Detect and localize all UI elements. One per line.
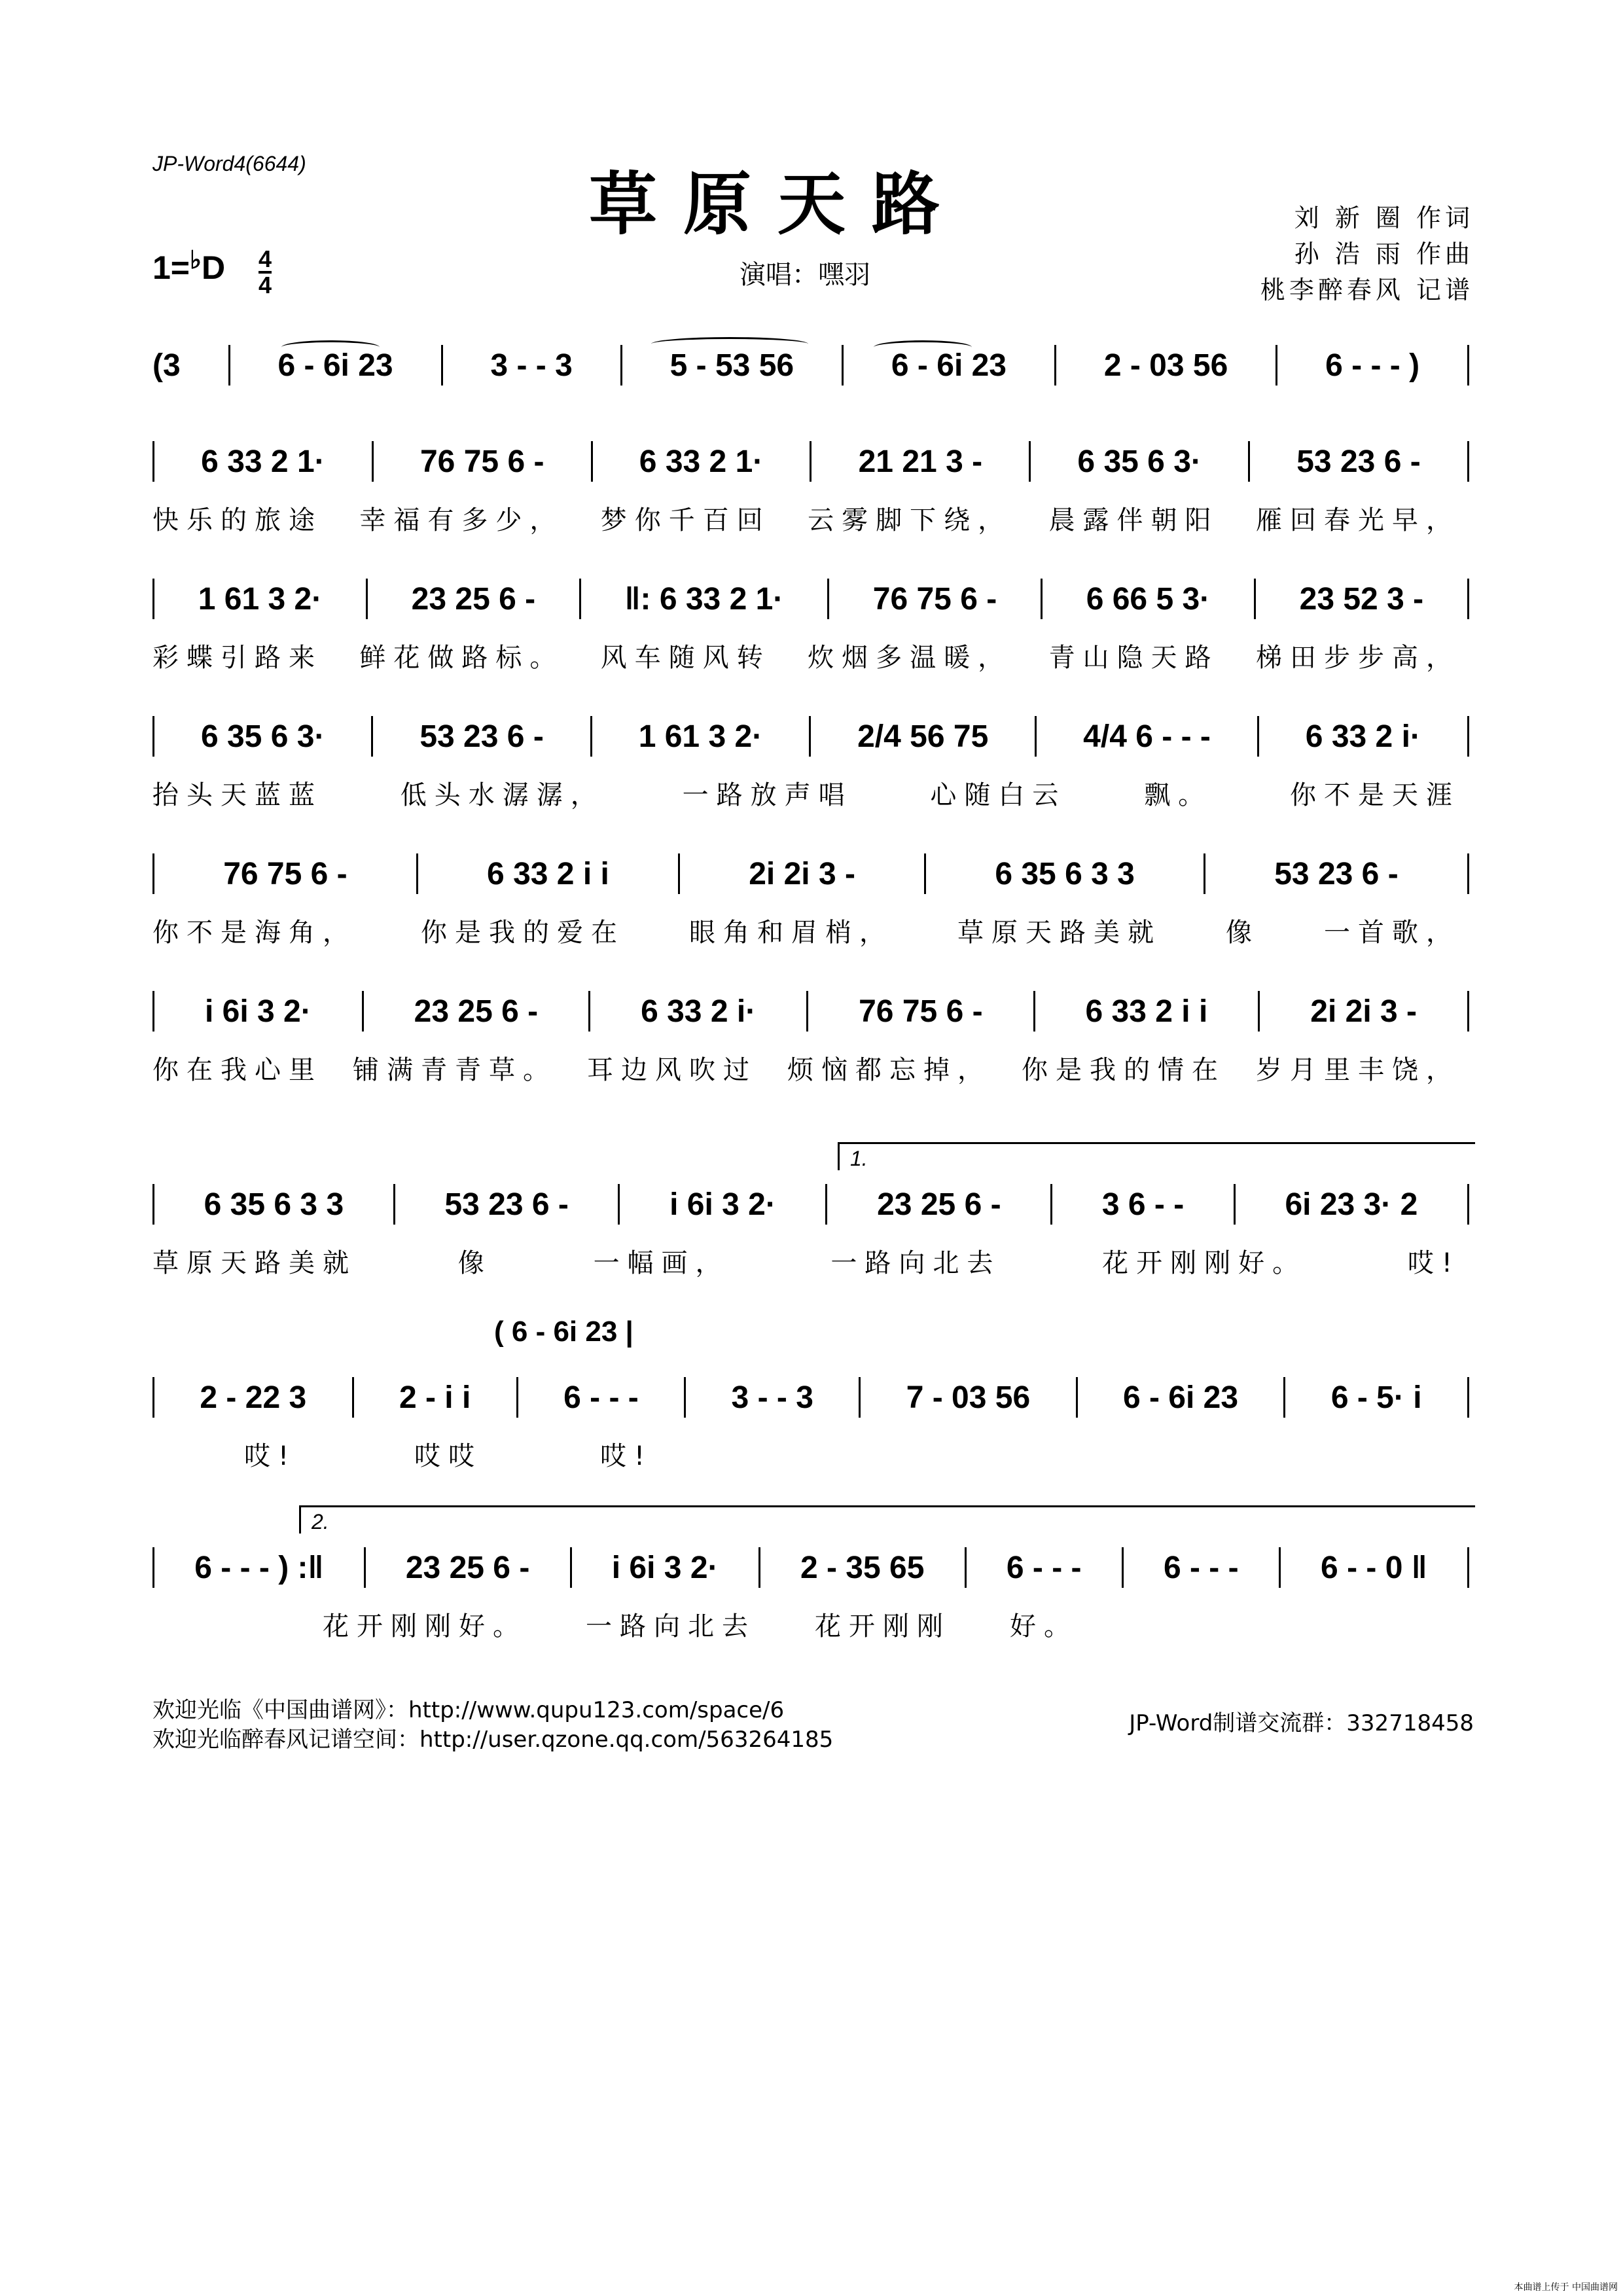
measure: i 6i 3 2· [204, 994, 312, 1029]
lyric-phrase: 彩蝶引路来 [152, 643, 323, 673]
time-signature [259, 247, 272, 297]
lyric-phrase: 哎! [244, 1441, 297, 1471]
measure: 6 - 6i 23 [1122, 1380, 1239, 1415]
lyric-phrase: 像 [457, 1248, 492, 1278]
lyric-phrase: 鲜花做路标。 [359, 643, 564, 673]
song-title: 草原天路 [589, 164, 967, 244]
barline [1257, 716, 1259, 757]
lyric-phrase: 你在我心里 [152, 1055, 323, 1085]
barline [1248, 441, 1250, 482]
measure: 1 61 3 2· [198, 581, 323, 617]
measure: 7 - 03 56 [906, 1380, 1031, 1415]
barline [393, 1184, 395, 1225]
lyrics-row [152, 499, 1473, 535]
time-top: 4 [259, 245, 272, 272]
barline [806, 991, 808, 1031]
measure: 21 21 3 - [858, 444, 983, 479]
measure: i 6i 3 2· [611, 1550, 719, 1585]
measure: 6 - - - [1006, 1550, 1082, 1585]
barline [620, 345, 622, 386]
measure: 53 23 6 - [419, 719, 544, 754]
barline [1035, 716, 1037, 757]
measure: ‖: 6 33 2 1· [624, 581, 784, 617]
lyric-phrase: 花开刚刚好。 [1102, 1248, 1307, 1278]
measure: 6 33 2 i· [641, 994, 757, 1029]
measure: 2 - i i [399, 1380, 471, 1415]
barline [1254, 579, 1256, 619]
lyric-phrase: 一首歌， [1324, 918, 1460, 948]
measure: 76 75 6 - [223, 856, 348, 891]
lyrics-row [152, 403, 1473, 436]
barline [1467, 1547, 1469, 1588]
barline [152, 1184, 154, 1225]
barline [1279, 1547, 1281, 1588]
system-8 [152, 1378, 1473, 1471]
time-bottom: 4 [259, 272, 272, 298]
measure: 2 - 22 3 [200, 1380, 307, 1415]
measure: 6 - - 0 ‖ [1321, 1550, 1427, 1585]
software-version: JP-Word4(6644) [152, 152, 306, 175]
lyrics-row [152, 1242, 1473, 1278]
notes-row [152, 717, 1473, 756]
lyric-phrase: 你是我的爱在 [421, 918, 625, 948]
barline [924, 853, 926, 894]
barline [1041, 579, 1043, 619]
first-ending-bracket: 1. [838, 1142, 1475, 1170]
barline [591, 441, 593, 482]
measure: 6 - 6i 23 [891, 348, 1007, 383]
measure: 6 - 6i 23 [277, 348, 393, 383]
barline [371, 716, 373, 757]
system-9 [152, 1548, 1473, 1641]
transcriber-credit: 桃李醉春风 记谱 [1260, 276, 1474, 304]
lyric-phrase: 哎哎 [414, 1441, 483, 1471]
barline [618, 1184, 620, 1225]
barline [1204, 853, 1205, 894]
measure: 1 61 3 2· [638, 719, 763, 754]
lyric-phrase: 花开刚刚好。 [323, 1611, 527, 1641]
measure: 6 - - - ) [1325, 348, 1420, 383]
barline [965, 1547, 967, 1588]
measure: 6 33 2 i· [1305, 719, 1421, 754]
barline [810, 441, 812, 482]
lyric-phrase: 一路放声唱 [682, 780, 853, 810]
barline [362, 991, 364, 1031]
notes-row [152, 346, 1473, 385]
lyrics-row [152, 774, 1473, 810]
barline [152, 991, 154, 1031]
footer-link-qupu[interactable]: 欢迎光临《中国曲谱网》：http://www.qupu123.com/space/6 [152, 1697, 785, 1723]
system-5 [152, 854, 1473, 948]
lyric-phrase: 你不是天涯 [1289, 780, 1460, 810]
barline [678, 853, 680, 894]
measure: 6 35 6 3· [1077, 444, 1202, 479]
barline [825, 1184, 827, 1225]
notes-row [152, 579, 1473, 619]
lyric-phrase: 风车随风转 [600, 643, 771, 673]
measure: 6 - - - [1163, 1550, 1239, 1585]
singer: 演唱：嘿羽 [740, 260, 870, 290]
barline [842, 345, 844, 386]
lyric-phrase: 岁月里丰饶， [1256, 1055, 1460, 1085]
barline [372, 441, 374, 482]
lyric-phrase: 一幅画， [593, 1248, 730, 1278]
measure: 6 - - - [563, 1380, 639, 1415]
barline [1467, 716, 1469, 757]
measure: 53 23 6 - [1274, 856, 1399, 891]
barline [152, 441, 154, 482]
barline [228, 345, 230, 386]
lyric-phrase: 低头水潺潺， [400, 780, 605, 810]
system-1 [152, 346, 1473, 436]
lyrics-row [152, 1605, 1473, 1641]
barline [1467, 853, 1469, 894]
barline [152, 1377, 154, 1418]
measure: 53 23 6 - [1296, 444, 1421, 479]
measure: 6 35 6 3· [200, 719, 325, 754]
lyric-phrase: 像 [1226, 918, 1260, 948]
measure: 6 66 5 3· [1086, 581, 1211, 617]
lyric-phrase: 你不是海角， [152, 918, 357, 948]
second-ending-bracket: 2. [299, 1505, 1475, 1534]
barline [352, 1377, 354, 1418]
lyric-phrase: 耳边风吹过 [587, 1055, 757, 1085]
measure: 3 6 - - [1101, 1187, 1185, 1222]
lyric-phrase: 梦你千百回 [600, 505, 771, 535]
notes-row [152, 1185, 1473, 1224]
measure: 6 - 5· i [1330, 1380, 1422, 1415]
lyric-phrase: 一路向北去 [586, 1611, 756, 1641]
lyric-phrase: 哎! [1407, 1248, 1460, 1278]
barline [152, 1547, 154, 1588]
lyric-phrase: 烦恼都忘掉， [787, 1055, 991, 1085]
measure: 76 75 6 - [859, 994, 983, 1029]
measure: 53 23 6 - [444, 1187, 569, 1222]
cue-notes: ( 6 - 6i 23 | [494, 1316, 633, 1348]
measure: 2i 2i 3 - [1310, 994, 1417, 1029]
barline [827, 579, 829, 619]
footer-group: JP-Word制谱交流群：332718458 [1129, 1710, 1474, 1736]
lyrics-row [152, 1435, 1473, 1471]
measure: 5 - 53 56 [669, 348, 794, 383]
lyric-phrase: 快乐的旅途 [152, 505, 323, 535]
barline [1467, 991, 1469, 1031]
lyrics-row [152, 637, 1473, 673]
composer-credit: 孙 浩 雨 作曲 [1294, 240, 1474, 268]
measure: 2/4 56 75 [857, 719, 989, 754]
system-7 [152, 1185, 1473, 1278]
lyric-phrase: 炊烟多温暖， [808, 643, 1012, 673]
measure: 23 25 6 - [411, 581, 536, 617]
barline [1054, 345, 1056, 386]
barline [364, 1547, 366, 1588]
barline [1122, 1547, 1124, 1588]
barline [516, 1377, 518, 1418]
key-letter: D [201, 249, 226, 286]
barline [1467, 1184, 1469, 1225]
lyric-phrase: 心随白云 [930, 780, 1067, 810]
measure: 2i 2i 3 - [749, 856, 855, 891]
measure: 6i 23 3· 2 [1285, 1187, 1418, 1222]
lyric-phrase: 青山隐天路 [1048, 643, 1219, 673]
barline [590, 716, 592, 757]
lyricist-credit: 刘 新 圈 作词 [1294, 204, 1474, 232]
measure: 3 - - 3 [731, 1380, 813, 1415]
key-prefix: 1= [152, 249, 190, 286]
barline [1050, 1184, 1052, 1225]
measure: 76 75 6 - [872, 581, 997, 617]
key-signature [152, 249, 225, 287]
lyric-phrase: 幸福有多少， [359, 505, 564, 535]
flat-sign: ♭ [190, 247, 202, 274]
measure: 23 25 6 - [877, 1187, 1001, 1222]
lyric-phrase: 雁回春光早， [1255, 505, 1460, 535]
measure: 6 33 2 1· [201, 444, 325, 479]
measure: 6 33 2 i i [487, 856, 609, 891]
barline [758, 1547, 760, 1588]
lyric-phrase: 抬头天蓝蓝 [152, 780, 323, 810]
measure: 6 35 6 3 3 [204, 1187, 344, 1222]
barline [152, 853, 154, 894]
notes-row [152, 1548, 1473, 1587]
barline [1467, 1377, 1469, 1418]
barline [588, 991, 590, 1031]
measure: 23 52 3 - [1299, 581, 1424, 617]
lyric-phrase: 一路向北去 [830, 1248, 1001, 1278]
barline [1033, 991, 1035, 1031]
barline [570, 1547, 572, 1588]
barline [152, 716, 154, 757]
measure: 4/4 6 - - - [1083, 719, 1211, 754]
system-6 [152, 992, 1473, 1085]
system-4 [152, 717, 1473, 810]
notes-row [152, 1378, 1473, 1417]
barline [1076, 1377, 1078, 1418]
lyric-phrase: 云雾脚下绕， [808, 505, 1012, 535]
system-2 [152, 442, 1473, 535]
lyrics-row [152, 912, 1473, 948]
barline [1234, 1184, 1236, 1225]
barline [1283, 1377, 1285, 1418]
lyric-phrase: 晨露伴朝阳 [1048, 505, 1219, 535]
lyric-phrase: 眼角和眉梢， [689, 918, 893, 948]
barline [1467, 579, 1469, 619]
measure: 76 75 6 - [419, 444, 544, 479]
measure: 2 - 35 65 [800, 1550, 925, 1585]
barline [579, 579, 581, 619]
barline [152, 579, 154, 619]
lyric-phrase: 草原天路美就 [152, 1248, 357, 1278]
lyric-phrase: 梯田步步高， [1255, 643, 1460, 673]
system-3 [152, 579, 1473, 673]
barline [1258, 991, 1260, 1031]
lyrics-row [152, 1049, 1473, 1085]
barline [1467, 441, 1469, 482]
measure: 6 35 6 3 3 [995, 856, 1135, 891]
notes-row [152, 854, 1473, 893]
measure: 6 33 2 1· [639, 444, 764, 479]
barline [441, 345, 443, 386]
lyric-phrase: 草原天路美就 [957, 918, 1162, 948]
measure: i 6i 3 2· [669, 1187, 776, 1222]
barline [416, 853, 418, 894]
measure: 6 33 2 i i [1085, 994, 1208, 1029]
lyric-phrase: 哎! [600, 1441, 653, 1471]
lyric-phrase: 花开刚刚 [815, 1611, 951, 1641]
upload-stamp: 本曲谱上传于 中国曲谱网 [1514, 2282, 1618, 2293]
measure: (3 [152, 348, 181, 383]
barline [859, 1377, 861, 1418]
barline [1275, 345, 1277, 386]
measure: 6 - - - ) :‖ [194, 1550, 324, 1585]
notes-row [152, 992, 1473, 1031]
lyric-phrase: 飘。 [1144, 780, 1213, 810]
barline [1029, 441, 1031, 482]
measure: 3 - - 3 [490, 348, 573, 383]
notes-row [152, 442, 1473, 481]
barline [366, 579, 368, 619]
measure: 23 25 6 - [414, 994, 539, 1029]
footer-link-qzone[interactable]: 欢迎光临醉春风记谱空间：http://user.qzone.qq.com/563264185 [152, 1727, 834, 1753]
barline [809, 716, 811, 757]
lyric-phrase: 好。 [1010, 1611, 1078, 1641]
barline [1467, 345, 1469, 386]
barline [684, 1377, 686, 1418]
lyric-phrase: 铺满青青草。 [353, 1055, 557, 1085]
measure: 23 25 6 - [405, 1550, 530, 1585]
lyric-phrase: 你是我的情在 [1022, 1055, 1226, 1085]
measure: 2 - 03 56 [1103, 348, 1228, 383]
